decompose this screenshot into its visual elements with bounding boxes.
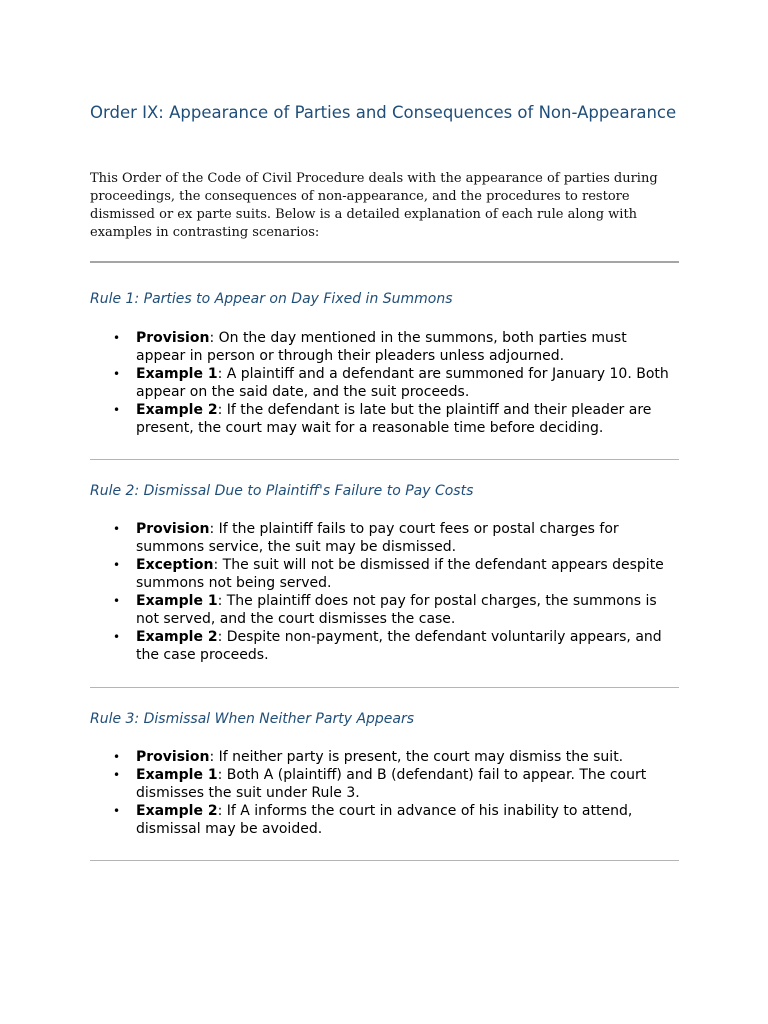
item-label: Example 2: [136, 402, 218, 418]
item-label: Example 1: [136, 366, 218, 382]
bullet-icon: •: [113, 403, 121, 417]
bullet-list: [90, 748, 679, 838]
bullet-icon: •: [113, 331, 121, 345]
list-item: [90, 556, 679, 592]
section-rule-1: [90, 289, 679, 436]
item-text: : If neither party is present, the court may dismiss the suit.: [209, 749, 624, 765]
page-title: Order IX: Appearance of Parties and Consequences of Non-Appearance: [90, 103, 677, 122]
list-item: [90, 592, 679, 628]
section-divider: [90, 860, 679, 861]
item-label: Provision: [136, 521, 210, 537]
item-label: Exception: [136, 557, 214, 573]
item-label: Example 1: [136, 767, 218, 783]
section-rule-3: [90, 709, 679, 837]
bullet-icon: •: [113, 630, 121, 644]
list-item: [90, 329, 679, 365]
section-heading: Rule 2: Dismissal Due to Plaintiff's Failure to Pay Costs: [90, 483, 474, 499]
list-item: [90, 365, 679, 401]
item-text: : If the plaintiff fails to pay court fees or postal charges for summons service, the suit may be dismissed.: [136, 521, 619, 555]
intro-paragraph: This Order of the Code of Civil Procedure deals with the appearance of parties during proceedings, the consequences of non-appearance, and the procedures to restore dismissed or ex parte suits. Below is a detailed explanation of each rule along with examples in contrasting scenarios:: [90, 171, 658, 240]
item-text: : On the day mentioned in the summons, both parties must appear in person or through their pleaders unless adjourned.: [136, 330, 627, 364]
list-item: [90, 520, 679, 556]
item-label: Example 2: [136, 629, 218, 645]
item-label: Provision: [136, 749, 210, 765]
title-divider: [90, 261, 679, 263]
item-text: : A plaintiff and a defendant are summoned for January 10. Both appear on the said date, and the suit proceeds.: [136, 366, 669, 400]
item-text: : If A informs the court in advance of his inability to attend, dismissal may be avoided.: [136, 803, 633, 837]
item-label: Example 1: [136, 593, 218, 609]
item-text: : If the defendant is late but the plaintiff and their pleader are present, the court may wait for a reasonable time before deciding.: [136, 402, 652, 436]
bullet-list: [90, 329, 679, 437]
item-text: : The plaintiff does not pay for postal charges, the summons is not served, and the court dismisses the case.: [136, 593, 657, 627]
bullet-icon: •: [113, 768, 121, 782]
section-divider: [90, 459, 679, 460]
item-label: Example 2: [136, 803, 218, 819]
list-item: [90, 401, 679, 437]
bullet-icon: •: [113, 594, 121, 608]
section-rule-2: [90, 481, 679, 663]
item-text: : Despite non-payment, the defendant voluntarily appears, and the case proceeds.: [136, 629, 662, 663]
bullet-icon: •: [113, 558, 121, 572]
bullet-list: [90, 520, 679, 664]
bullet-icon: •: [113, 750, 121, 764]
section-divider: [90, 687, 679, 688]
list-item: [90, 748, 679, 766]
list-item: [90, 628, 679, 664]
item-text: : Both A (plaintiff) and B (defendant) fail to appear. The court dismisses the suit under Rule 3.: [136, 767, 647, 801]
item-label: Provision: [136, 330, 210, 346]
bullet-icon: •: [113, 367, 121, 381]
bullet-icon: •: [113, 804, 121, 818]
list-item: [90, 802, 679, 838]
bullet-icon: •: [113, 522, 121, 536]
list-item: [90, 766, 679, 802]
section-heading: Rule 3: Dismissal When Neither Party Appears: [90, 711, 415, 727]
item-text: : The suit will not be dismissed if the defendant appears despite summons not being served.: [136, 557, 664, 591]
section-heading: Rule 1: Parties to Appear on Day Fixed in Summons: [90, 291, 453, 307]
